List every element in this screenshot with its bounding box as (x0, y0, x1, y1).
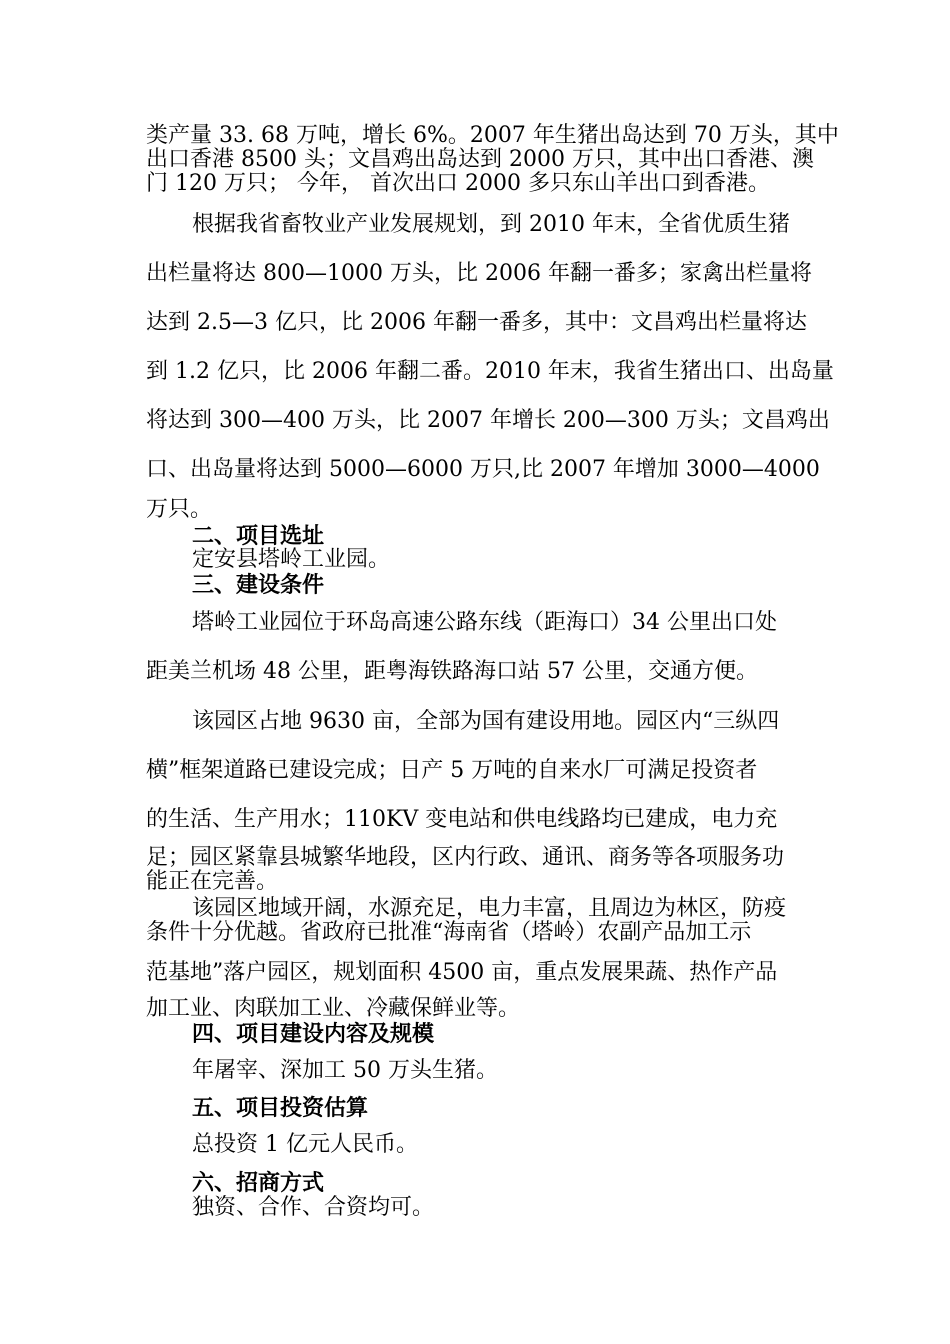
text-line: 加工业、肉联加工业、冷藏保鲜业等。 (146, 996, 521, 1021)
text-line: 条件十分优越。省政府已批准“海南省（塔岭）农副产品加工示 (146, 920, 752, 945)
text-line: 达到 2.5—3 亿只，比 2006 年翻一番多，其中：文昌鸡出栏量将达 (146, 310, 807, 335)
text-line: 将达到 300—400 万头，比 2007 年增长 200—300 万头；文昌鸡出 (146, 408, 830, 433)
section-heading-site: 二、项目选址 (192, 523, 325, 549)
text-line: 该园区占地 9630 亩，全部为国有建设用地。园区内“三纵四 (192, 709, 780, 734)
section-body-investment: 总投资 1 亿元人民币。 (192, 1132, 418, 1157)
text-line: 塔岭工业园位于环岛高速公路东线（距海口）34 公里出口处 (192, 610, 777, 635)
text-line: 出口香港 8500 头；文昌鸡出岛达到 2000 万只，其中出口香港、澳 (146, 147, 814, 172)
paragraph-environment (146, 897, 810, 945)
text-line: 的生活、生产用水；110KV 变电站和供电线路均已建成，电力充 (146, 807, 778, 832)
section-body-scope: 年屠宰、深加工 50 万头生猪。 (192, 1058, 498, 1083)
text-line: 万只。 (146, 497, 213, 522)
paragraph-environment-tail (146, 948, 810, 1021)
text-line: 足；园区紧靠县城繁华地段，区内行政、通讯、商务等各项服务功 (146, 845, 785, 870)
text-line: 类产量 33. 68 万吨，增长 6%。2007 年生猪出岛达到 70 万头，其中 (146, 123, 839, 148)
paragraph-development-plan (146, 200, 834, 494)
section-heading-method: 六、招商方式 (192, 1170, 325, 1196)
text-line: 口、出岛量将达到 5000—6000 万只,比 2007 年增加 3000—4000 (146, 457, 820, 482)
text-line: 距美兰机场 48 公里，距粤海铁路海口站 57 公里，交通方便。 (146, 659, 758, 684)
text-line: 横”框架道路已建设完成；日产 5 万吨的自来水厂可满足投资者 (146, 758, 758, 783)
paragraph-location (146, 598, 810, 696)
text-line: 能正在完善。 (146, 869, 279, 894)
section-body-method: 独资、合作、合资均可。 (192, 1195, 435, 1220)
text-line: 范基地”落户园区，规划面积 4500 亩，重点发展果蔬、热作产品 (146, 960, 778, 985)
section-heading-investment: 五、项目投资估算 (192, 1095, 369, 1121)
paragraph-infrastructure-tail (146, 846, 810, 894)
section-heading-conditions: 三、建设条件 (192, 572, 325, 598)
paragraph-livestock-output (146, 123, 839, 196)
text-line: 门 120 万只； 今年， 首次出口 2000 多只东山羊出口到香港。 (146, 171, 770, 196)
paragraph-infrastructure (146, 697, 810, 844)
section-body-site: 定安县塔岭工业园。 (192, 547, 391, 572)
text-line: 出栏量将达 800—1000 万头，比 2006 年翻一番多；家禽出栏量将 (146, 261, 812, 286)
section-heading-scope: 四、项目建设内容及规模 (192, 1021, 435, 1047)
text-line: 该园区地域开阔，水源充足，电力丰富，且周边为林区，防疫 (192, 896, 787, 921)
text-line: 根据我省畜牧业产业发展规划，到 2010 年末，全省优质生猪 (192, 212, 790, 237)
text-line: 到 1.2 亿只，比 2006 年翻二番。2010 年末，我省生猪出口、出岛量 (146, 359, 834, 384)
